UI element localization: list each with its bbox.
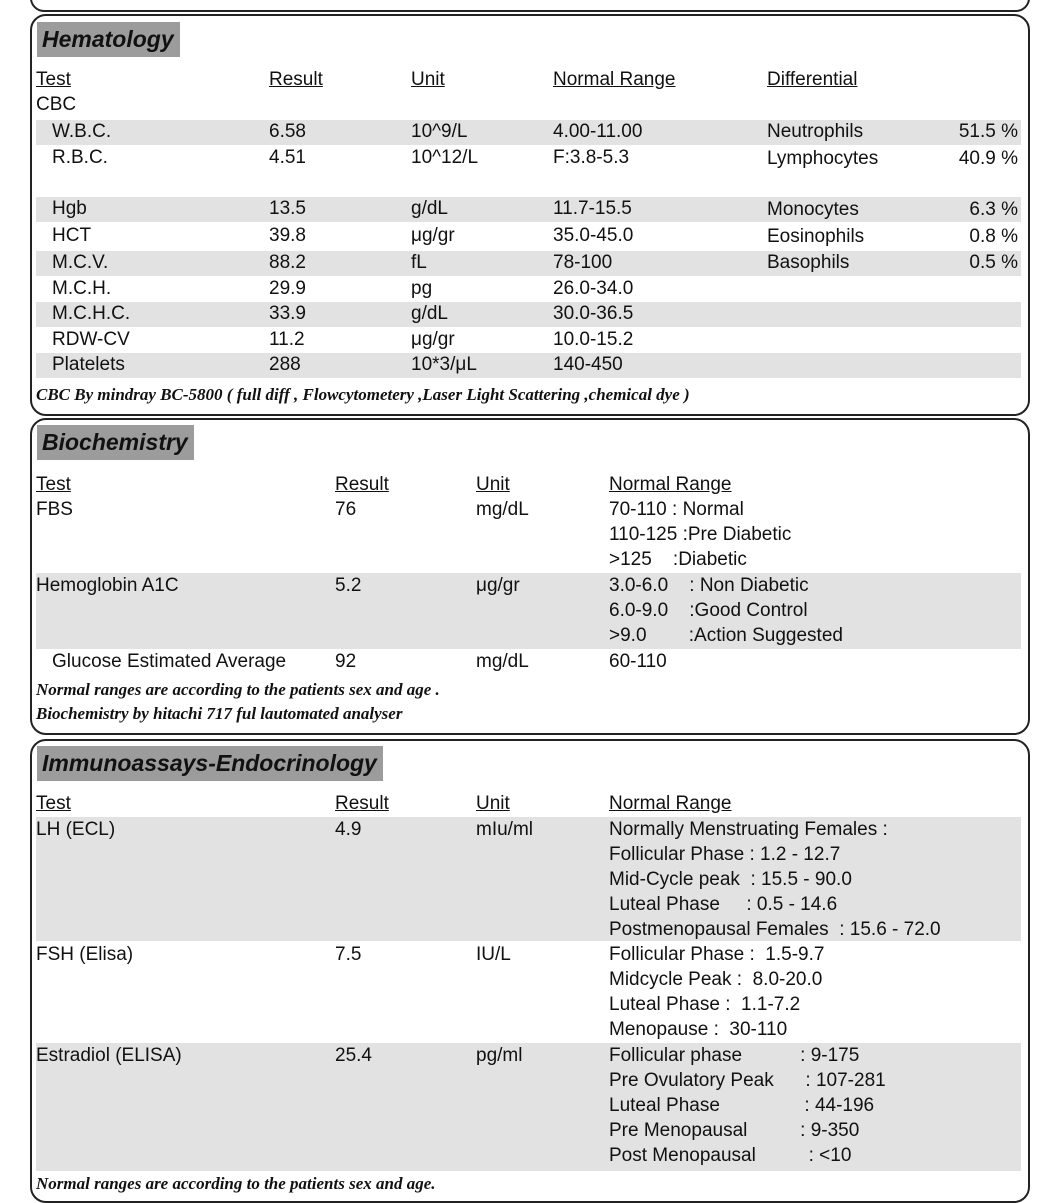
unit-value: pg/ml xyxy=(476,1045,523,1066)
test-name: FBS xyxy=(36,499,73,520)
normal-range-line: Follicular phase : 9-175 xyxy=(609,1045,860,1066)
unit-value: mg/dL xyxy=(476,499,529,520)
normal-range-line: Post Menopausal : <10 xyxy=(609,1145,852,1166)
row-band-mcv xyxy=(36,251,1021,276)
result-value: 7.5 xyxy=(335,944,362,965)
unit-value: g/dL xyxy=(411,198,448,219)
normal-range-line: >9.0 :Action Suggested xyxy=(609,625,843,646)
result-value: 33.9 xyxy=(269,303,306,324)
result-value: 4.9 xyxy=(335,819,362,840)
differential-name: Neutrophils xyxy=(767,121,864,142)
test-name: Glucose Estimated Average xyxy=(52,651,287,672)
normal-range-line: 3.0-6.0 : Non Diabetic xyxy=(609,575,809,596)
test-name: LH (ECL) xyxy=(36,819,116,840)
normal-range-line: Luteal Phase : 44-196 xyxy=(609,1095,875,1116)
normal-range: 78-100 xyxy=(553,252,613,273)
normal-range: F:3.8-5.3 xyxy=(553,147,630,168)
header-test: Test xyxy=(36,69,71,90)
unit-value: mIu/ml xyxy=(476,819,533,840)
unit-value: IU/L xyxy=(476,944,511,965)
differential-value: 0.5 % xyxy=(969,252,1018,273)
biochemistry-analyser-note: Biochemistry by hitachi 717 ful lautomated analyser xyxy=(36,704,403,723)
normal-range-line: Follicular Phase : 1.5-9.7 xyxy=(609,944,825,965)
header-normal-range: Normal Range xyxy=(609,793,732,814)
group-label-cbc: CBC xyxy=(36,94,77,115)
header-normal-range: Normal Range xyxy=(609,474,732,495)
test-name: M.C.H. xyxy=(52,278,112,299)
header-result: Result xyxy=(335,793,389,814)
result-value: 76 xyxy=(335,499,357,520)
result-value: 288 xyxy=(269,354,301,375)
differential-name: Lymphocytes xyxy=(767,148,879,169)
result-value: 39.8 xyxy=(269,225,306,246)
test-name: Hgb xyxy=(52,198,87,219)
test-name: Hemoglobin A1C xyxy=(36,575,179,596)
test-name: W.B.C. xyxy=(52,121,112,142)
header-result: Result xyxy=(269,69,323,90)
test-name: R.B.C. xyxy=(52,147,108,168)
row-band-hba1c xyxy=(36,573,1021,649)
biochemistry-note: Normal ranges are according to the patients sex and age . xyxy=(36,680,440,699)
normal-range-line: Luteal Phase : 0.5 - 14.6 xyxy=(609,894,838,915)
normal-range-line: 6.0-9.0 :Good Control xyxy=(609,600,808,621)
unit-value: μg/gr xyxy=(411,225,455,246)
row-band-wbc xyxy=(36,120,1021,145)
test-name: M.C.H.C. xyxy=(52,303,131,324)
header-result: Result xyxy=(335,474,389,495)
test-name: Estradiol (ELISA) xyxy=(36,1045,182,1066)
result-value: 88.2 xyxy=(269,252,306,273)
result-value: 92 xyxy=(335,651,357,672)
result-value: 29.9 xyxy=(269,278,306,299)
normal-range-line: 60-110 xyxy=(609,651,667,672)
normal-range-line: Follicular Phase : 1.2 - 12.7 xyxy=(609,844,841,865)
normal-range: 11.7-15.5 xyxy=(553,198,632,219)
header-unit: Unit xyxy=(476,793,510,814)
differential-value: 40.9 % xyxy=(958,148,1018,169)
header-differential: Differential xyxy=(767,69,858,90)
normal-range-line: Menopause : 30-110 xyxy=(609,1019,788,1040)
biochemistry-title: Biochemistry xyxy=(37,425,194,460)
differential-name: Eosinophils xyxy=(767,226,865,247)
normal-range-line: 70-110 : Normal xyxy=(609,499,744,520)
unit-value: g/dL xyxy=(411,303,448,324)
result-value: 6.58 xyxy=(269,121,306,142)
header-unit: Unit xyxy=(411,69,445,90)
unit-value: mg/dL xyxy=(476,651,529,672)
unit-value: 10^12/L xyxy=(411,147,479,168)
normal-range-line: Midcycle Peak : 8.0-20.0 xyxy=(609,969,823,990)
normal-range: 35.0-45.0 xyxy=(553,225,634,246)
cbc-method-note: CBC By mindray BC-5800 ( full diff , Flowcytometery ,Laser Light Scattering ,chemical dye ) xyxy=(36,385,690,404)
header-test: Test xyxy=(36,474,71,495)
normal-range: 30.0-36.5 xyxy=(553,303,634,324)
immunoassays-title: Immunoassays-Endocrinology xyxy=(37,746,383,781)
test-name: HCT xyxy=(52,225,92,246)
result-value: 5.2 xyxy=(335,575,362,596)
header-unit: Unit xyxy=(476,474,510,495)
unit-value: μg/gr xyxy=(476,575,520,596)
normal-range-line: Mid-Cycle peak : 15.5 - 90.0 xyxy=(609,869,852,890)
header-normal-range: Normal Range xyxy=(553,69,676,90)
normal-range: 26.0-34.0 xyxy=(553,278,634,299)
normal-range: 4.00-11.00 xyxy=(553,121,643,142)
previous-section-box xyxy=(30,0,1030,12)
result-value: 11.2 xyxy=(269,329,305,350)
normal-range: 140-450 xyxy=(553,354,623,375)
test-name: Platelets xyxy=(52,354,125,375)
normal-range-line: 110-125 :Pre Diabetic xyxy=(609,524,792,545)
normal-range-line: Pre Menopausal : 9-350 xyxy=(609,1120,860,1141)
unit-value: pg xyxy=(411,278,433,299)
differential-value: 6.3 % xyxy=(969,199,1018,220)
row-band-platelets xyxy=(36,353,1021,378)
unit-value: 10^9/L xyxy=(411,121,468,142)
differential-value: 0.8 % xyxy=(969,226,1018,247)
normal-range: 10.0-15.2 xyxy=(553,329,634,350)
normal-range-line: Luteal Phase : 1.1-7.2 xyxy=(609,994,801,1015)
differential-value: 51.5 % xyxy=(958,121,1018,142)
normal-range-line: Postmenopausal Females : 15.6 - 72.0 xyxy=(609,919,941,940)
normal-range-line: Pre Ovulatory Peak : 107-281 xyxy=(609,1070,886,1091)
hematology-title: Hematology xyxy=(37,22,180,57)
differential-name: Basophils xyxy=(767,252,850,273)
row-band-hgb xyxy=(36,197,1021,222)
unit-value: 10*3/μL xyxy=(411,354,477,375)
header-test: Test xyxy=(36,793,71,814)
normal-range-line: >125 :Diabetic xyxy=(609,549,747,570)
normal-range-line: Normally Menstruating Females : xyxy=(609,819,888,840)
unit-value: fL xyxy=(411,252,427,273)
result-value: 25.4 xyxy=(335,1045,372,1066)
test-name: FSH (Elisa) xyxy=(36,944,134,965)
test-name: M.C.V. xyxy=(52,252,109,273)
result-value: 4.51 xyxy=(269,147,306,168)
differential-name: Monocytes xyxy=(767,199,859,220)
row-band-mchc xyxy=(36,302,1021,327)
immunoassays-note: Normal ranges are according to the patients sex and age. xyxy=(36,1174,436,1193)
unit-value: μg/gr xyxy=(411,329,455,350)
test-name: RDW-CV xyxy=(52,329,130,350)
result-value: 13.5 xyxy=(269,198,306,219)
